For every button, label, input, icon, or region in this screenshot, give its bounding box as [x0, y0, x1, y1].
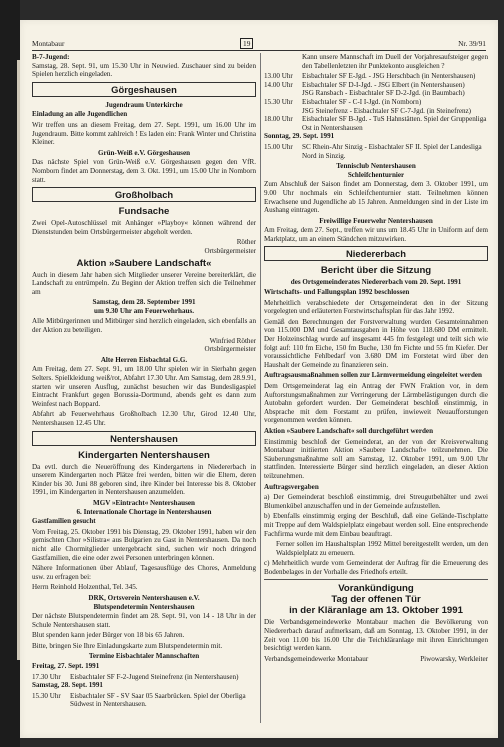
aktion-date [32, 298, 256, 315]
schedule-text: Eisbachtaler SF B-Jgd. - TuS Hahnstätten. Spiel der Gruppenliga Ost in Nentershausen [302, 115, 487, 132]
schedule-time [264, 89, 302, 98]
page-header [32, 38, 486, 50]
vor-line1: Vorankündigung [338, 583, 414, 595]
schedule-text: Eisbachtaler SF E-Jgd. - JSG Herschbach (in Nentershausen) [302, 72, 476, 81]
mgv-heading-line1: MGV »Eintracht« Nentershausen [93, 498, 195, 507]
mgv-text3: Herrn Reinhold Holzenthal, Tel. 345. [32, 583, 138, 592]
vor-line2: Tag der offenen Tür [331, 594, 421, 606]
signature-org: Verbandsgemeindewerke Montabaur [264, 654, 369, 663]
aktion-date-line1: Samstag, dem 28. September 1991 [92, 298, 196, 307]
mgv-heading-line2: 6. Internationale Chortage in Nentershausen [76, 507, 212, 516]
schedule-text: JSG Ransbach - Eisbachtaler SF D-2-Jgd. (in Baumbach) [302, 89, 465, 98]
schedule-row [264, 98, 488, 107]
kindergarten-text: Da evtl. durch die Neueröffnung des Kindergartens in Niedererbach in unserem Kindergarten noch Plätze frei werden, bitten wir die Eltern, deren Kinder bis 30. Juni 88 geboren sind, ihre Kinder bei Interesse bis 8. Oktober 1991, im Kindergarten in Nentershausen anzumelden. [32, 462, 256, 497]
page-number: 19 [240, 38, 253, 49]
drk-heading-line1: DRK, Ortsverein Nentershausen e.V. [88, 593, 200, 602]
left-column [32, 53, 256, 709]
alteherren-text2: Abfahrt ab Feuerwehrhaus Großholbach 12.30 Uhr, Girod 12.40 Uhr, Nentershausen 12.45 Uhr. [32, 410, 256, 427]
fundsache-signature [32, 238, 256, 255]
vor-line3: in der Kläranlage am 13. Oktober 1991 [289, 605, 463, 617]
schedule-row [264, 72, 488, 81]
tennis-heading [264, 162, 488, 179]
bericht-sub: des Ortsgemeinderates Niedererbach vom 20. Sept. 1991 [290, 278, 462, 287]
mgv-heading [32, 499, 256, 516]
schedule-row [264, 107, 488, 116]
signature-person: Piwowarsky, Werkleiter [420, 654, 488, 663]
schedule-row [264, 115, 488, 132]
jugendraum-heading: Jugendraum Unterkirche [105, 100, 183, 109]
drk-heading [32, 594, 256, 611]
saturday-entry [32, 692, 256, 709]
fundsache-heading: Fundsache [118, 206, 170, 218]
b7-title: B-7-Jugend: [32, 53, 70, 61]
section-box-nentershausen: Nentershausen [32, 431, 256, 446]
laerm-heading: Auftragsausmaßnahmen sollen zur Lärmvermeidung eingeleitet werden [264, 371, 482, 380]
mgv-text: Vom Freitag, 25. Oktober 1991 bis Dienstag, 29. Oktober 1991, haben wir den gemischten Chor »Silistra« aus Bulgarien zu Gast in Nentershausen. Da noch nicht alle Chormitglieder untergebracht sind, suchen wir noch dringend Gastfamilien, die eine oder zwei Personen unterbringen können. [32, 527, 256, 562]
saturday-text: Eisbachtaler SF - SV Saar 05 Saarbrücken. Spiel der Oberliga Südwest in Nentershausen. [70, 691, 246, 709]
vorankuendigung-heading [264, 583, 488, 616]
tennis-text: Zum Abschluß der Saison findet am Donnerstag, dem 3. Oktober 1991, um 9.00 Uhr nochmals ein Schleifchenturnier statt. Teilnehmen können Erwachsene und Jugendliche ab 15 Jahren. Anmeldungen sind in der Liste im Aushang eintragen. [264, 180, 488, 215]
bericht-text: Mehrheitlich verabschiedete der Ortsgemeinderat den in der Sitzung vorgelegten und erläuterten Forstwirtschaftsplan für das Jahr 1992. [264, 298, 488, 316]
alteherren-text: Am Freitag, dem 27. Sept. 91, um 18.00 Uhr spielen wir in Sierhahn gegen Selters. Spielkleidung weiß/rot, Abfahrt 17.30 Uhr. Am Samstag, dem 28.9.91, starten wir unseren Ausflug, zunächst besuchen wir das Bundesligaspiel Eintracht Frankfurt gegen Borussia-Dortmund, abends geht es dann zum Weinfest nach Boppard. [32, 365, 256, 408]
sunday-time: 15.00 Uhr [264, 142, 293, 151]
newspaper-page [20, 20, 498, 738]
jugendraum-sub: Einladung an alle Jugendlichen [32, 110, 128, 119]
auftrag-b: b) Ebenfalls einstimmig erging der Beschluß, daß eine Gelände-Tischplatte mit Treppe auf dem Waldspielplatz eingebaut werden soll. Eine entsprechende Fachfirma wurde mit dem Einbau beauftragt. [264, 512, 488, 538]
tennis-heading-line1: Tennisclub Nentershausen [336, 162, 416, 171]
bericht-text2: Gemäß den Berechnungen der Forstverwaltung wurden Gesamteinnahmen von 115.000 DM und Gesamtausgaben in Höhe von 118.680 DM ermittelt. Der Holzeinschlag wurde auf insgesamt 445 fm festgelegt und teilt sich wie folgt auf: 110 fm Eiche, 150 fm Buche, 130 fm Fichte und 55 fm Kiefer. Der voraussichtliche Fehlbedarf von 3.680 DM im Forstetat wird über den Haushalt der Gemeinde zu finanzieren sein. [264, 317, 488, 369]
bericht-heading: Bericht über die Sitzung [320, 265, 432, 277]
column-divider [260, 53, 261, 723]
vorankuendigung-text: Die Verbandsgemeindewerke Montabaur machen die Bevölkerung von Niedererbach darauf aufmerksam, daß am Sonntag, 13. Oktober 1991, in der Zeit von 11.00 bis 16.00 Uhr die Teichkläranlage mit ihren Einrichtungen besichtigt werden kann. [264, 618, 488, 653]
sunday-entry [264, 143, 488, 160]
section-rule [264, 579, 488, 580]
auftrag-c: c) Mehrheitlich wurde vom Gemeinderat der Auftrag für die Erneuerung des Bodenbelages in der Vorhalle des Friedhofs erteilt. [264, 559, 488, 576]
signature-line [264, 655, 488, 664]
schedule-time [264, 107, 302, 116]
schedule-text: JSG Steinefrenz - Eisbachtaler SF C-7-Jgd. (in Steinefrenz) [302, 106, 472, 115]
bericht-sub2: Wirtschafts- und Fallungsplan 1992 beschlossen [264, 288, 410, 297]
aktion-sig-name: Winfried Röther [209, 336, 256, 345]
section-box-goergeshausen: Görgeshausen [32, 82, 256, 97]
schedule-text: Eisbachtaler SF - C-I I-Jgd. (in Nomborn) [302, 97, 422, 106]
issue-number: Nr. 39/91 [458, 39, 486, 48]
aktion-date-line2: um 9.30 Uhr am Feuerwehrhaus. [94, 306, 194, 315]
drk-text3: Bitte, bringen Sie Ihre Einladungskarte zum Blutspendetermin mit. [32, 641, 223, 650]
auftrag-heading: Auftragsvergaben [264, 482, 319, 491]
schedule-text: Eisbachtaler SF D-I-Jgd. - JSG Elbert (in Nentershausen) [302, 80, 465, 89]
schedule-time: 15.30 Uhr [264, 97, 293, 106]
aktion-sig-title: Ortsbürgermeister [204, 345, 256, 354]
drk-heading-line2: Blutspendetermin Nentershausen [93, 602, 195, 611]
fundsache-text: Zwei Opel-Autoschlüssel mit Anhänger »Playboy« können während der Dienststunden beim Ortsbürgermeister abgeholt werden. [32, 219, 256, 236]
auftrag-a: a) Der Gemeinderat beschloß einstimmig, drei Streugutbehälter und zwei Blumenkübel anzuschaffen und in der Gemeinde aufzustellen. [264, 493, 488, 510]
schedule-time: 13.00 Uhr [264, 72, 293, 81]
saturday-date: Samstag, 28. Sept. 1991 [32, 681, 103, 690]
b7-section [32, 53, 256, 79]
gruenweiss-text: Das nächste Spiel von Grün-Weiß e.V. Görgeshausen gegen den VfR. Nomborn findet am Donnerstag, dem 3. Okt. 1991, um 15.00 Uhr in Nomborn statt. [32, 158, 256, 184]
saturday-time: 15.30 Uhr [32, 691, 61, 700]
schedule-time: 18.00 Uhr [264, 115, 293, 124]
continued-text: Kann unsere Mannschaft im Duell der Vorjahresaufsteiger gegen den Tabellenletzten ihr Punktekonto ausgleichen ? [302, 53, 488, 70]
aktion-text2: Alle Mitbürgerinnen und Mitbürger sind herzlich eingeladen, sich ebenfalls an der Aktion zu beteiligen. [32, 317, 256, 335]
termine-heading: Termine Eisbachtaler Mannschaften [88, 652, 200, 661]
kindergarten-heading: Kindergarten Nentershausen [78, 449, 210, 461]
b7-text: Samstag, 28. Sept. 91, um 15.30 Uhr in Neuwied. Zuschauer sind zu beiden Spielen herzlich eingeladen. [32, 61, 256, 79]
friday-time: 17.30 Uhr [32, 672, 61, 681]
aktion-heading: Aktion »Saubere Landschaft« [76, 257, 212, 269]
laerm-text: Dem Ortsgemeinderat lag ein Antrag der FWN Fraktion vor, in dem Auftorstungsmaßnahmen zur Verringerung der Lärmbelästigungen durch die Autobahn gefordert wurden. Der Gemeinderat beschloß einstimmig, in Absprache mit dem Forstamt zu prüfen, inwieweit Neuaufforstungen vorgenommen werden können. [264, 382, 488, 425]
mgv-text2: Nähere Informationen über Ablauf, Tagesausflüge des Chores, Anmeldung usw. zu erfragen bei: [32, 564, 256, 581]
jugendraum-text: Wir treffen uns an diesem Freitag, dem 27. Sept. 1991, um 16.00 Uhr im Jugendraum. Bitte kommt zahlreich ! Es laden ein: Frank Winter und Christina Kleiner. [32, 120, 256, 147]
drk-text: Der nächste Blutspendetermin findet am 28. Sept. 91, von 14 - 18 Uhr in der Schule Nentershausen statt. [32, 612, 256, 629]
sunday-date: Sonntag, 29. Sept. 1991 [264, 132, 335, 141]
drk-text2: Blut spenden kann jeder Bürger von 18 bis 65 Jahren. [32, 631, 185, 640]
feuerwehr-text: Am Freitag, dem 27. Sept., treffen wir uns um 18.45 Uhr in Uniform auf dem Marktplatz, um an einem Ständchen mitzuwirken. [264, 226, 488, 243]
feuerwehr-heading: Freiwillige Feuerwehr Nentershausen [319, 216, 433, 225]
fundsache-sig-title: Ortsbürgermeister [204, 246, 256, 255]
aktion2-heading: Aktion »Saubere Landschaft« soll durchgeführt werden [264, 426, 434, 435]
fundsache-sig-name: Röther [236, 238, 256, 247]
section-box-niedererbach: Niedererbach [264, 246, 488, 261]
header-town: Montabaur [32, 39, 65, 48]
header-rule [32, 50, 486, 51]
auftrag-b2: Ferner sollen im Haushaltsplan 1992 Mittel bereitgestellt werden, um den Waldspielplatz zu erneuern. [276, 540, 488, 557]
aktion-text: Auch in diesem Jahr haben sich Mitglieder unserer Vereine bereiterklärt, die Landschaft zu entrümpeln. Zu Beginn der Aktion treffen sich die Teilnehmer am [32, 270, 256, 296]
alteherren-heading: Alte Herren Eisbachtal G.G. [100, 355, 188, 364]
schedule-list [264, 72, 488, 132]
aktion-signature [32, 337, 256, 354]
aktion2-text: Einstimmig beschloß der Gemeinderat, an der von der Kreisverwaltung Montabaur initiierten Aktion »Saubere Landschaft« teilzunehmen. Die Säuberungsmaßnahme soll am Samstag, 12. Oktober 1991, um 9.00 Uhr stattfinden. Interessierte Bürger sind herzlich eingeladen, an dieser Aktion teilzunehmen. [264, 437, 488, 480]
gruenweiss-heading: Grün-Weiß e.V. Görgeshausen [97, 148, 191, 157]
tennis-heading-line2: Schleifchenturnier [347, 170, 405, 179]
schedule-row [264, 89, 488, 98]
mgv-sub: Gastfamilien gesucht [32, 517, 96, 526]
section-box-grossholbach: Großholbach [32, 187, 256, 202]
schedule-time: 14.00 Uhr [264, 80, 293, 89]
friday-entry [32, 673, 256, 682]
right-column [264, 53, 488, 663]
schedule-row [264, 81, 488, 90]
friday-text: Eisbachtaler SF F-2-Jugend Steinefrenz (in Nentershausen) [70, 672, 239, 681]
friday-date: Freitag, 27. Sept. 1991 [32, 662, 100, 671]
sunday-text: SC Rhein-Ahr Sinzig - Eisbachtaler SF II. Spiel der Landesliga Nord in Sinzig. [302, 142, 482, 160]
